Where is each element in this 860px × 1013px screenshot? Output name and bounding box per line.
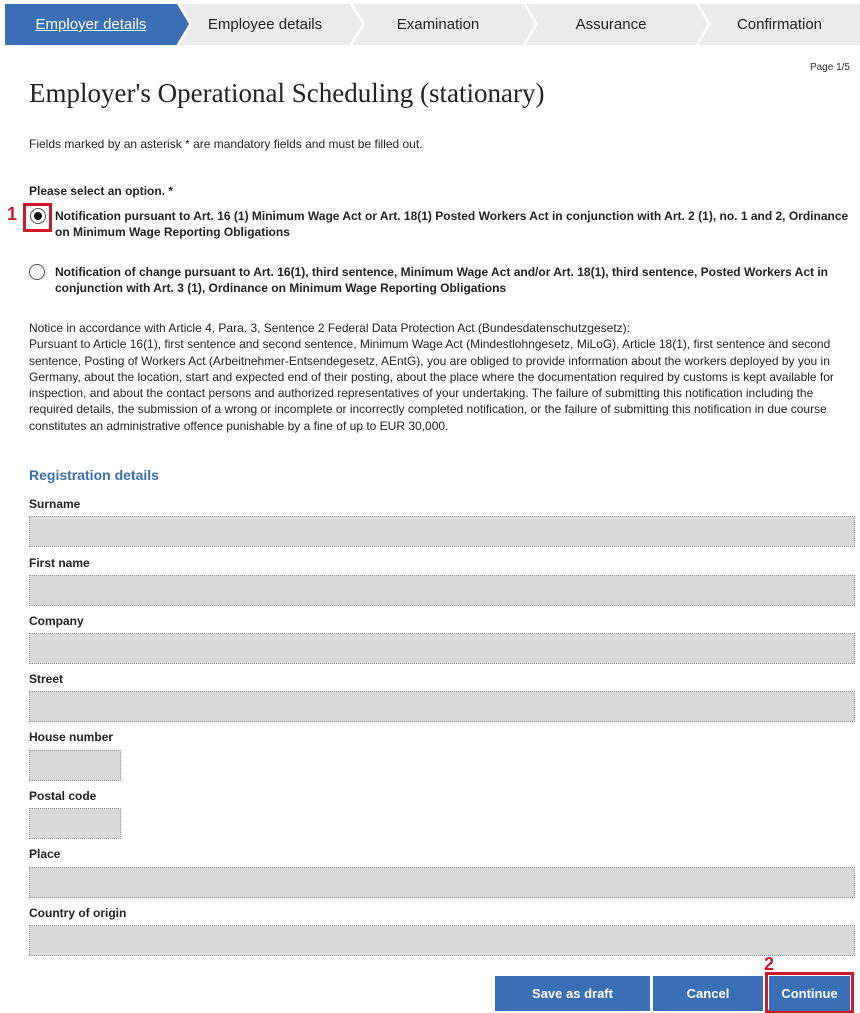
step-arrow [177,4,189,44]
step-label: Employee details [207,16,323,33]
place-input[interactable] [29,867,855,898]
option-select-label: Please select an option. * [29,184,174,198]
registration-section-title: Registration details [29,467,159,483]
surname-label: Surname [29,497,81,511]
cancel-button[interactable]: Cancel [653,976,763,1011]
surname-input[interactable] [29,516,855,547]
option-change-notification-radio[interactable] [29,264,45,280]
step-employee-details[interactable] [180,4,350,45]
annotation-marker-1: 1 [7,204,18,224]
step-label: Examination [396,16,480,33]
house-number-label: House number [29,730,114,744]
postal-code-label: Postal code [29,789,97,803]
save-as-draft-button[interactable]: Save as draft [495,976,650,1011]
house-number-input[interactable] [29,750,121,781]
notice-body: Pursuant to Article 16(1), first sentence and second sentence, Minimum Wage Act (Mindestlohngesetz, MiLoG), Article 18(1), first sentence and second sentence, Posting of Workers Act (Arbeitnehmer-Entsendegesetz, AEntG), you are obliged to provide information about the workers deployed by you in Germany, about the location, start and expected end of their posting, about the place where the documentation required by customs is kept available for inspection, and about the contact persons and authorized representatives of your undertaking. The failure of submitting this notification including the required details, the submission of a wrong or incomplete or incorrectly completed notification, or the failure of submitting this notification in due course constitutes an administrative offence punishable by a fine of up to EUR 30,000. [29,337,834,433]
wizard-steps [5,4,860,45]
annotation-marker-2: 2 [764,954,775,974]
data-protection-notice [29,320,851,434]
mandatory-note: Fields marked by an asterisk * are mandatory fields and must be filled out. [29,137,423,151]
street-input[interactable] [29,691,855,722]
street-label: Street [29,672,64,686]
first-name-input[interactable] [29,575,855,606]
step-label: Employer details [35,16,147,33]
country-of-origin-label: Country of origin [29,906,127,920]
step-arrow [350,4,362,44]
option-notification-radio[interactable] [30,208,46,224]
postal-code-input[interactable] [29,808,121,839]
step-confirmation[interactable] [699,4,860,45]
step-arrow [696,4,708,44]
step-examination[interactable] [353,4,523,45]
continue-button[interactable]: Continue [769,976,850,1011]
notice-heading: Notice in accordance with Article 4, Para. 3, Sentence 2 Federal Data Protection Act (Bundesdatenschutzgesetz): [29,321,630,335]
step-assurance[interactable] [526,4,696,45]
company-input[interactable] [29,633,855,664]
option-change-notification-label[interactable]: Notification of change pursuant to Art. 16(1), third sentence, Minimum Wage Act and/or Art. 18(1), third sentence, Posted Workers Act in conjunction with Art. 3 (1), Ordinance on Minimum Wage Reporting Obligations [55,265,828,295]
first-name-label: First name [29,556,90,570]
option-notification-label[interactable]: Notification pursuant to Art. 16 (1) Minimum Wage Act or Art. 18(1) Posted Workers Act in conjunction with Art. 2 (1), no. 1 and 2, Ordinance on Minimum Wage Reporting Obligations [55,209,849,239]
page-indicator: Page 1/5 [809,62,850,73]
country-of-origin-input[interactable] [29,925,855,956]
step-label: Assurance [575,16,647,33]
page-title: Employer's Operational Scheduling (stationary) [29,78,545,108]
step-employer-details[interactable] [5,4,177,45]
step-arrow [523,4,535,44]
company-label: Company [29,614,84,628]
place-label: Place [29,847,61,861]
step-label: Confirmation [736,16,823,33]
